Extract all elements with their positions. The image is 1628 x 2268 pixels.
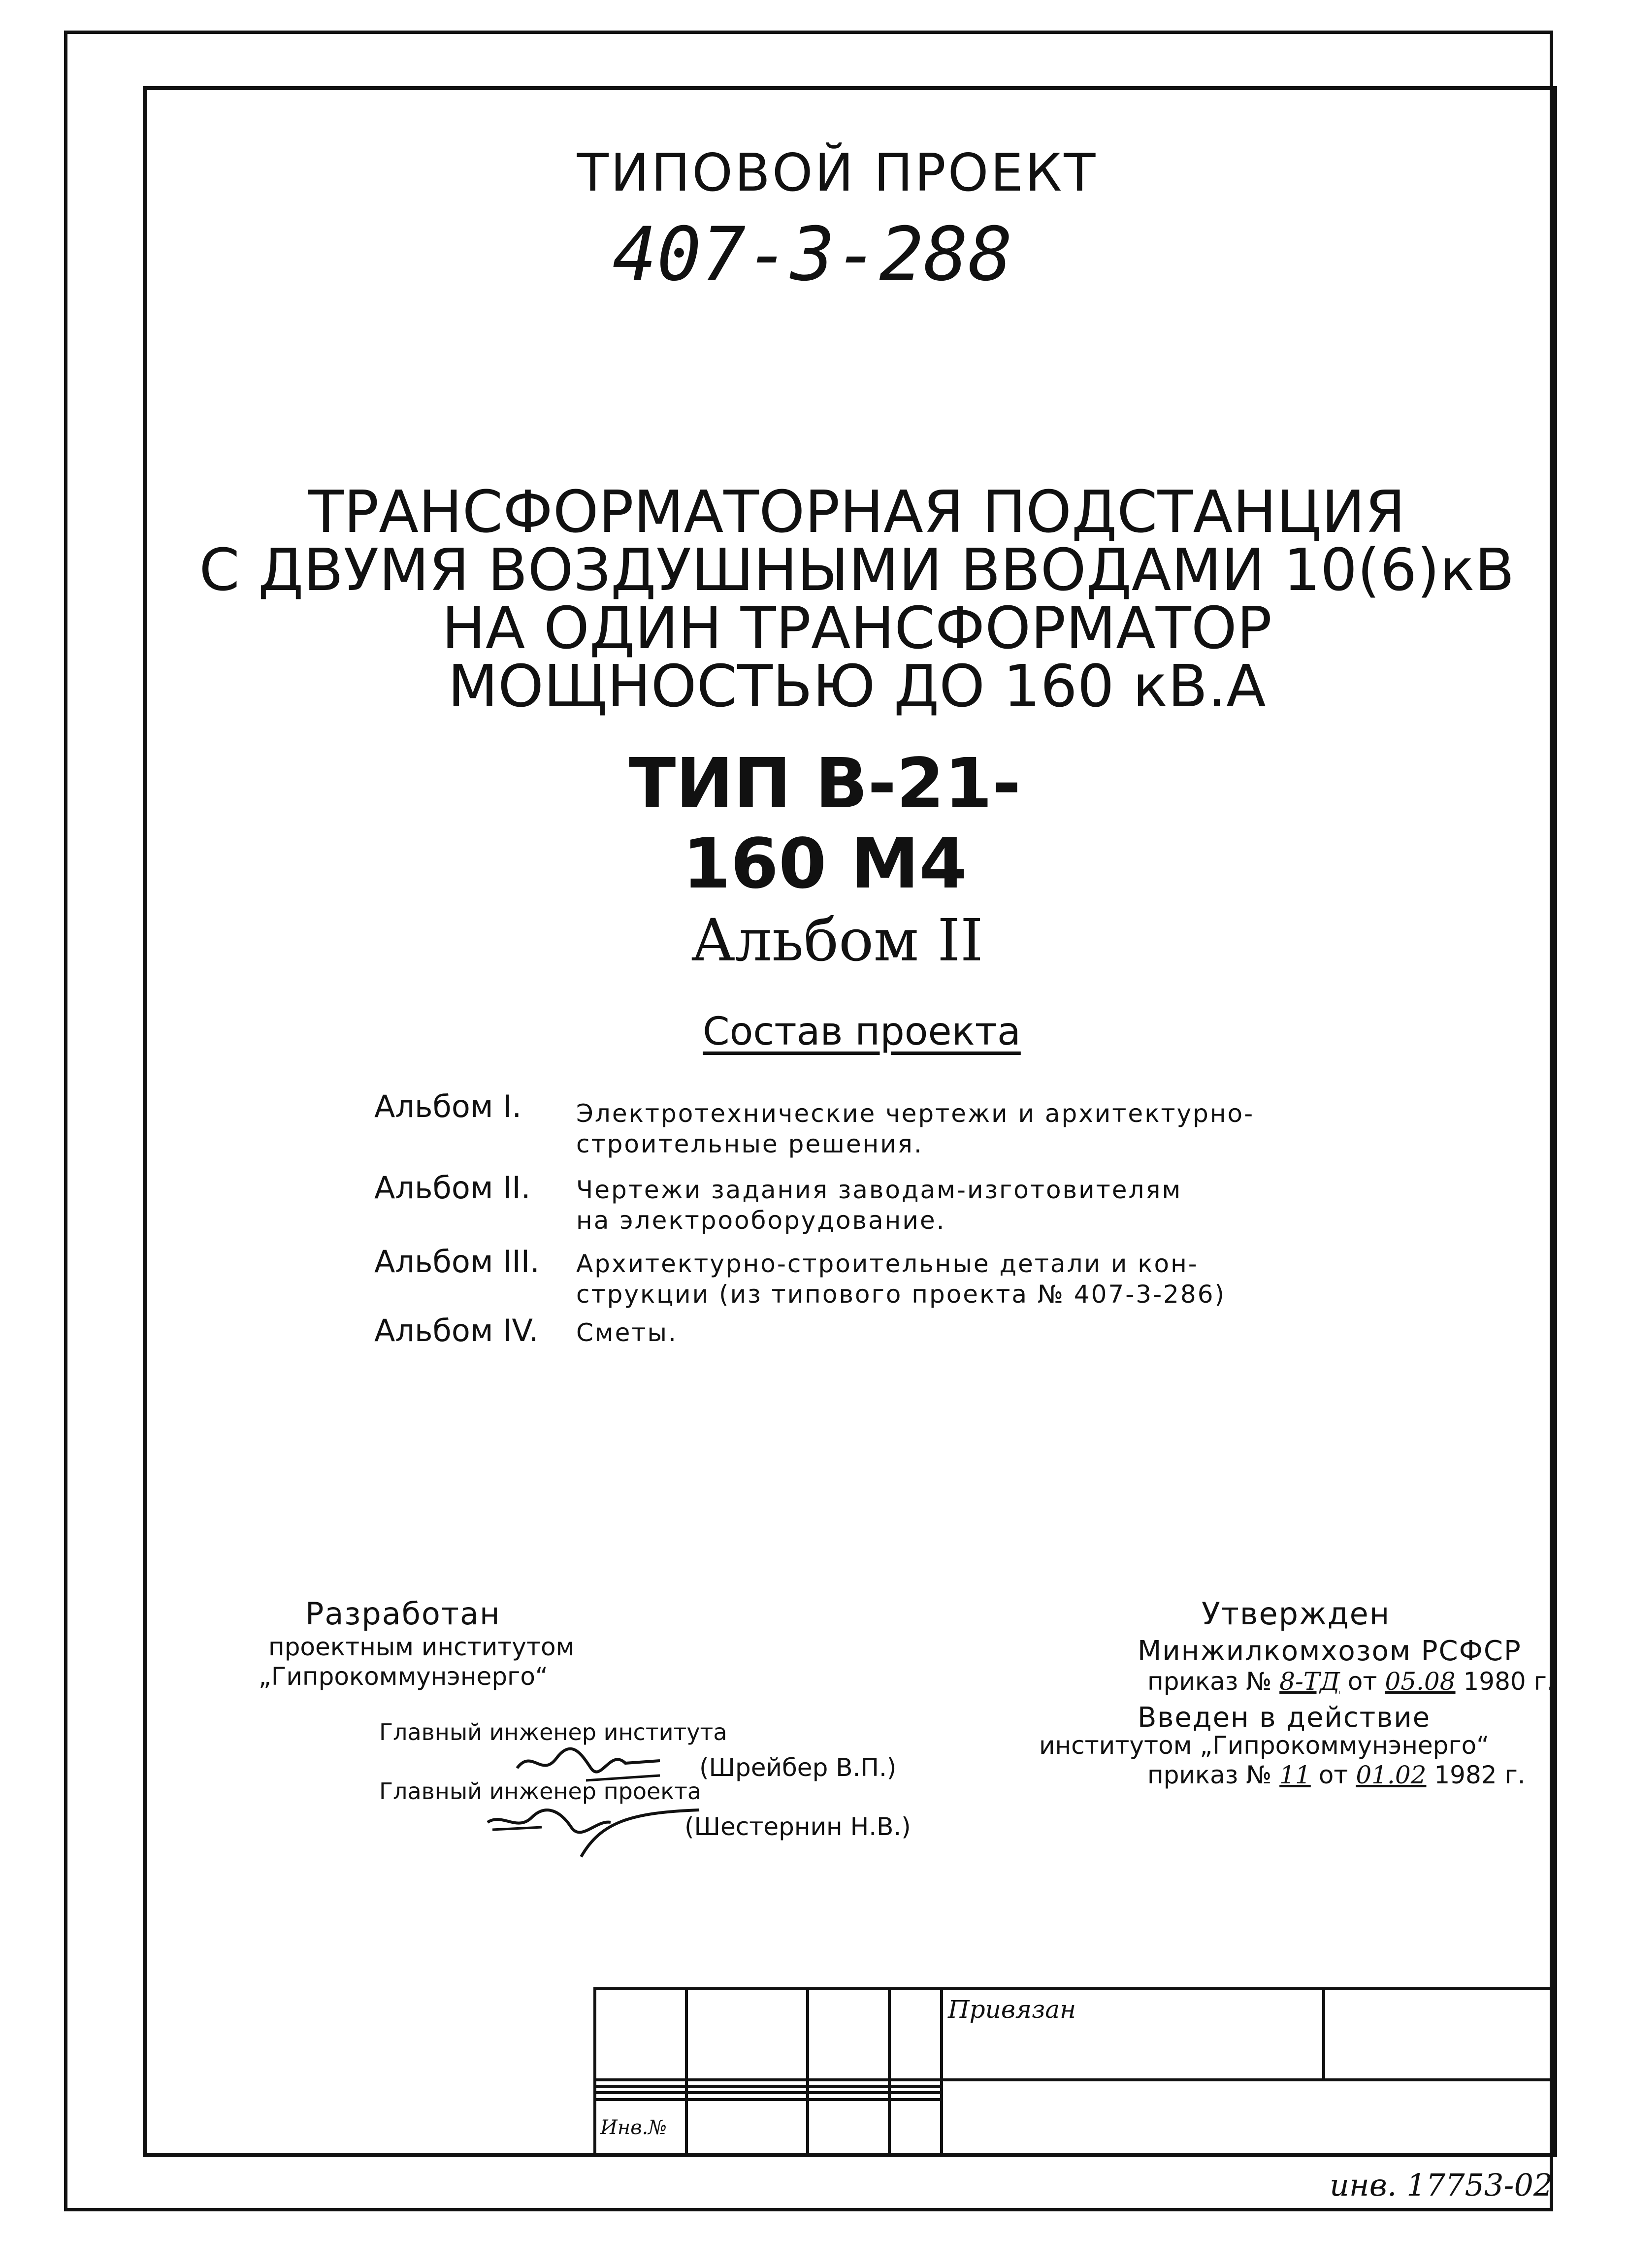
stamp-cell <box>686 1989 808 2080</box>
composition-heading: Состав проекта <box>703 1010 1021 1054</box>
stamp-cell <box>808 1989 889 2080</box>
album-label: Альбом IV. <box>374 1313 539 1348</box>
title-line: ТРАНСФОРМАТОРНАЯ ПОДСТАНЦИЯ <box>308 478 1405 546</box>
title-line: С ДВУМЯ ВОЗДУШНЫМИ ВВОДАМИ 10(6)кВ <box>199 536 1515 604</box>
developed-title: Разработан <box>305 1596 501 1632</box>
stamp-bound-cell <box>942 1989 1324 2080</box>
chief-institute-name: (Шрейбер В.П.) <box>699 1753 897 1782</box>
project-series: ТИПОВОЙ ПРОЕКТ <box>577 143 1098 203</box>
approved-title: Утвержден <box>1202 1596 1391 1632</box>
chief-project-name: (Шестернин Н.В.) <box>684 1812 911 1841</box>
signature-shesternin <box>483 1793 704 1862</box>
project-number: 407-3-288 <box>612 212 1013 297</box>
order-number: 11 <box>1279 1761 1311 1789</box>
order-date: 05.08 <box>1385 1667 1456 1696</box>
description-line: строительные решения. <box>576 1130 923 1158</box>
introduced-label: Введен в действие <box>1138 1702 1431 1734</box>
title-line: МОЩНОСТЬЮ ДО 160 кВ.А <box>448 652 1266 720</box>
chief-project-label: Главный инженер проекта <box>379 1778 702 1805</box>
album-description <box>576 1317 678 1348</box>
album-description <box>576 1098 1254 1159</box>
album-description <box>576 1175 1182 1236</box>
stamp-inv-cell <box>595 2100 686 2156</box>
title-line: НА ОДИН ТРАНСФОРМАТОР <box>442 594 1272 662</box>
order-date: 01.02 <box>1356 1761 1427 1789</box>
album-label: Альбом II. <box>374 1170 531 1206</box>
stamp-bound: Привязан <box>948 1995 1076 2024</box>
order-prefix: приказ № <box>1147 1761 1272 1789</box>
album-description <box>576 1249 1226 1310</box>
stamp-cell <box>595 1989 686 2080</box>
document-title <box>197 478 1517 720</box>
description-line: Чертежи задания заводам-изготовителям <box>576 1176 1182 1204</box>
approved-by: Минжилкомхозом РСФСР <box>1138 1635 1522 1667</box>
title-stamp <box>593 1987 1557 2157</box>
stamp-inv-label: Инв.№ <box>600 2116 667 2139</box>
developed-institute: проектным институтом <box>268 1633 575 1661</box>
order-number: 8-ТД <box>1279 1667 1340 1696</box>
stamp-cell <box>889 1989 942 2080</box>
album-label: Альбом III. <box>374 1244 540 1280</box>
order-year: 1982 г. <box>1434 1761 1526 1789</box>
description-line: Архитектурно-строительные детали и кон- <box>576 1249 1199 1278</box>
album-label: Альбом I. <box>374 1088 522 1124</box>
stamp-cell <box>942 2080 1556 2156</box>
description-line: струкции (из типового проекта № 407-3-286) <box>576 1280 1226 1309</box>
description-line: на электрооборудование. <box>576 1206 946 1235</box>
inventory-number: инв. 17753-02 <box>1330 2167 1553 2203</box>
order-from: от <box>1347 1667 1377 1696</box>
stamp-cell <box>1324 1989 1556 2080</box>
approval-order <box>1147 1667 1555 1696</box>
developed-institute-name: „Гипрокоммунэнерго“ <box>259 1662 548 1691</box>
substation-type: ТИП В-21-160 М4 <box>628 744 1021 904</box>
album-number: Альбом II <box>691 906 983 974</box>
order-year: 1980 г. <box>1463 1667 1555 1696</box>
description-line: Сметы. <box>576 1318 678 1347</box>
introduced-institute: институтом „Гипрокоммунэнерго“ <box>1039 1731 1490 1760</box>
description-line: Электротехнические чертежи и архитектурно- <box>576 1099 1255 1128</box>
introduction-order <box>1147 1761 1526 1789</box>
order-prefix: приказ № <box>1147 1667 1272 1696</box>
order-from: от <box>1318 1761 1348 1789</box>
chief-institute-label: Главный инженер института <box>379 1719 727 1745</box>
